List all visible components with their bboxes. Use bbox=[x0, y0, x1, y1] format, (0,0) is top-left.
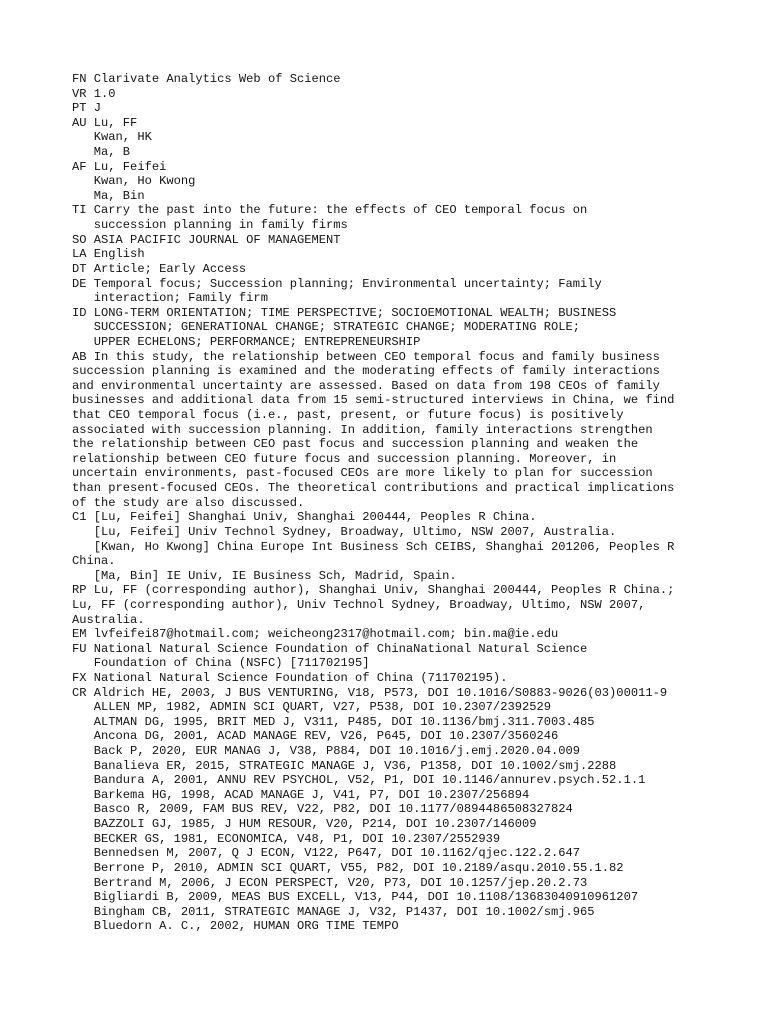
record-line: DT Article; Early Access bbox=[72, 261, 247, 276]
record-line: Australia. bbox=[72, 612, 145, 627]
record-line: Ancona DG, 2001, ACAD MANAGE REV, V26, P645, DOI 10.2307/3560246 bbox=[72, 729, 559, 744]
record-line: and environmental uncertainty are assessed. Based on data from 198 CEOs of family bbox=[72, 378, 660, 393]
record-line: Basco R, 2009, FAM BUS REV, V22, P82, DOI 10.1177/0894486508327824 bbox=[72, 802, 573, 817]
record-line: succession planning in family firms bbox=[72, 218, 348, 233]
record-line: TI Carry the past into the future: the effects of CEO temporal focus on bbox=[72, 203, 588, 218]
wos-record-text bbox=[72, 72, 712, 934]
record-line: FX National Natural Science Foundation of China (711702195). bbox=[72, 670, 508, 685]
record-line: [Lu, Feifei] Univ Technol Sydney, Broadway, Ultimo, NSW 2007, Australia. bbox=[72, 524, 617, 539]
record-line: ID LONG-TERM ORIENTATION; TIME PERSPECTIVE; SOCIOEMOTIONAL WEALTH; BUSINESS bbox=[72, 305, 617, 320]
record-line: Ma, B bbox=[72, 145, 131, 160]
record-line: Back P, 2020, EUR MANAG J, V38, P884, DOI 10.1016/j.emj.2020.04.009 bbox=[72, 744, 581, 759]
record-line: FN Clarivate Analytics Web of Science bbox=[72, 72, 341, 86]
record-line: BAZZOLI GJ, 1985, J HUM RESOUR, V20, P214, DOI 10.2307/146009 bbox=[72, 817, 537, 832]
record-line: PT J bbox=[72, 101, 102, 116]
record-line: CR Aldrich HE, 2003, J BUS VENTURING, V18, P573, DOI 10.1016/S0883-9026(03)00011-9 bbox=[72, 685, 668, 700]
record-line: AB In this study, the relationship between CEO temporal focus and family business bbox=[72, 349, 660, 364]
record-line: Bandura A, 2001, ANNU REV PSYCHOL, V52, P1, DOI 10.1146/annurev.psych.52.1.1 bbox=[72, 773, 646, 788]
record-line: associated with succession planning. In addition, family interactions strengthen bbox=[72, 422, 653, 437]
record-line: SUCCESSION; GENERATIONAL CHANGE; STRATEGIC CHANGE; MODERATING ROLE; bbox=[72, 320, 581, 335]
record-line: Bertrand M, 2006, J ECON PERSPECT, V20, P73, DOI 10.1257/jep.20.2.73 bbox=[72, 875, 588, 890]
record-line: Barkema HG, 1998, ACAD MANAGE J, V41, P7, DOI 10.2307/256894 bbox=[72, 787, 530, 802]
record-line: Kwan, Ho Kwong bbox=[72, 174, 196, 189]
record-line: succession planning is examined and the moderating effects of family interactions bbox=[72, 364, 660, 379]
record-line: DE Temporal focus; Succession planning; Environmental uncertainty; Family bbox=[72, 276, 602, 291]
record-line: LA English bbox=[72, 247, 145, 262]
record-line: SO ASIA PACIFIC JOURNAL OF MANAGEMENT bbox=[72, 232, 341, 247]
record-line: Bigliardi B, 2009, MEAS BUS EXCELL, V13, P44, DOI 10.1108/13683040910961207 bbox=[72, 890, 639, 905]
record-line: relationship between CEO future focus and succession planning. Moreover, in bbox=[72, 451, 617, 466]
record-line: Foundation of China (NSFC) [711702195] bbox=[72, 656, 370, 671]
record-line: Bennedsen M, 2007, Q J ECON, V122, P647, DOI 10.1162/qjec.122.2.647 bbox=[72, 846, 581, 861]
record-line: than present-focused CEOs. The theoretical contributions and practical implications bbox=[72, 481, 675, 496]
record-line: VR 1.0 bbox=[72, 86, 116, 101]
record-line: FU National Natural Science Foundation of ChinaNational Natural Science bbox=[72, 641, 588, 656]
record-line: BECKER GS, 1981, ECONOMICA, V48, P1, DOI 10.2307/2552939 bbox=[72, 831, 501, 846]
record-line: of the study are also discussed. bbox=[72, 495, 305, 510]
record-line: [Kwan, Ho Kwong] China Europe Int Business Sch CEIBS, Shanghai 201206, Peoples R bbox=[72, 539, 675, 554]
record-line: Ma, Bin bbox=[72, 188, 145, 203]
record-line: ALLEN MP, 1982, ADMIN SCI QUART, V27, P538, DOI 10.2307/2392529 bbox=[72, 700, 551, 715]
record-line: uncertain environments, past-focused CEOs are more likely to plan for succession bbox=[72, 466, 653, 481]
record-line: EM lvfeifei87@hotmail.com; weicheong2317@hotmail.com; bin.ma@ie.edu bbox=[72, 627, 559, 642]
record-line: the relationship between CEO past focus and succession planning and weaken the bbox=[72, 437, 639, 452]
record-line: C1 [Lu, Feifei] Shanghai Univ, Shanghai 200444, Peoples R China. bbox=[72, 510, 537, 525]
record-line: China. bbox=[72, 554, 116, 569]
record-line: interaction; Family firm bbox=[72, 291, 268, 306]
record-line: RP Lu, FF (corresponding author), Shanghai Univ, Shanghai 200444, Peoples R China.; bbox=[72, 583, 675, 598]
record-line: Banalieva ER, 2015, STRATEGIC MANAGE J, V36, P1358, DOI 10.1002/smj.2288 bbox=[72, 758, 617, 773]
record-line: ALTMAN DG, 1995, BRIT MED J, V311, P485, DOI 10.1136/bmj.311.7003.485 bbox=[72, 714, 595, 729]
record-line: Kwan, HK bbox=[72, 130, 152, 145]
record-line: UPPER ECHELONS; PERFORMANCE; ENTREPRENEURSHIP bbox=[72, 334, 421, 349]
record-line: Bluedorn A. C., 2002, HUMAN ORG TIME TEMPO bbox=[72, 919, 399, 934]
record-line: businesses and additional data from 15 semi-structured interviews in China, we find bbox=[72, 393, 675, 408]
record-line: Berrone P, 2010, ADMIN SCI QUART, V55, P82, DOI 10.2189/asqu.2010.55.1.82 bbox=[72, 860, 624, 875]
record-line: Bingham CB, 2011, STRATEGIC MANAGE J, V32, P1437, DOI 10.1002/smj.965 bbox=[72, 904, 595, 919]
record-line: AF Lu, Feifei bbox=[72, 159, 167, 174]
record-line: that CEO temporal focus (i.e., past, present, or future focus) is positively bbox=[72, 408, 624, 423]
record-line: Lu, FF (corresponding author), Univ Technol Sydney, Broadway, Ultimo, NSW 2007, bbox=[72, 597, 646, 612]
record-line: AU Lu, FF bbox=[72, 115, 138, 130]
record-line: [Ma, Bin] IE Univ, IE Business Sch, Madrid, Spain. bbox=[72, 568, 457, 583]
